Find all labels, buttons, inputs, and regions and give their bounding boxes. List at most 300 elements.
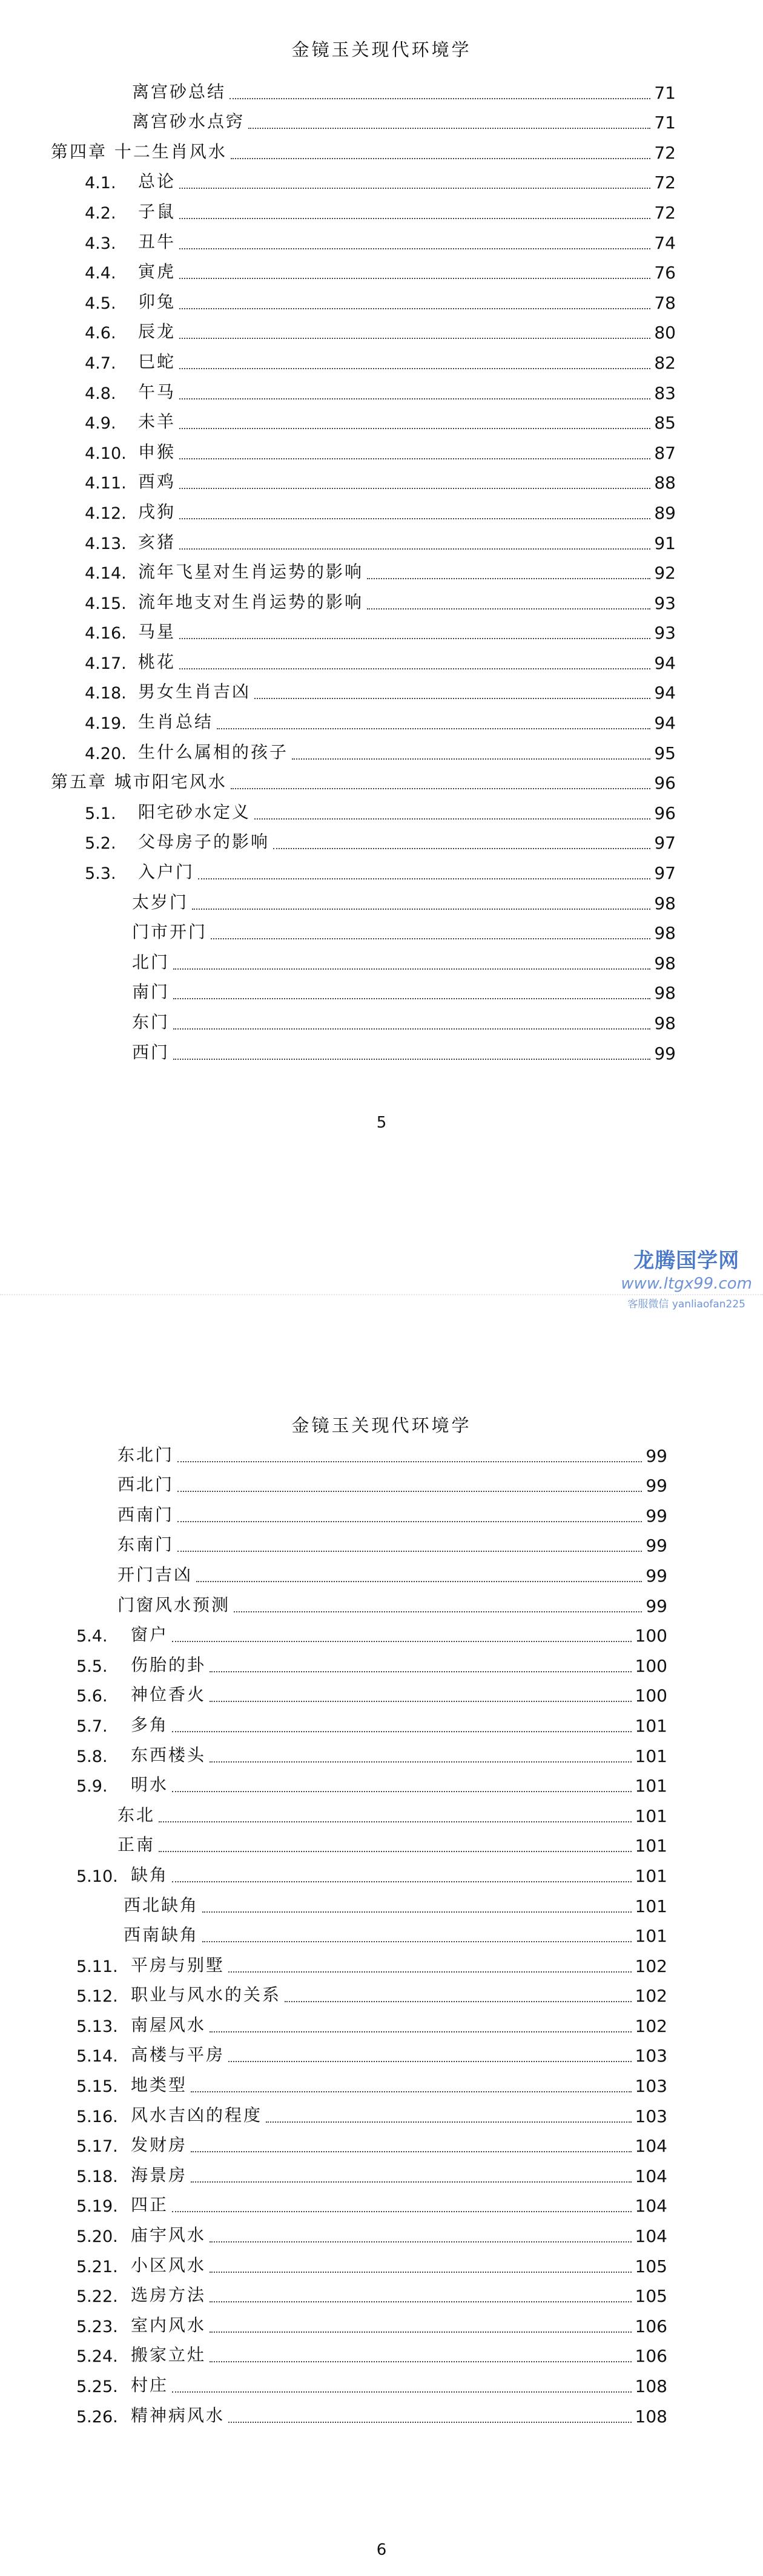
toc-entry[interactable] — [0, 1950, 763, 1980]
toc-entry-title: 桃花 — [138, 651, 176, 672]
dot-leader — [210, 2331, 632, 2333]
toc-entry-page: 72 — [654, 142, 676, 163]
toc-entry-number: 5.5. — [76, 1657, 108, 1676]
toc-entry-page: 97 — [654, 833, 676, 853]
toc-entry[interactable] — [0, 856, 763, 887]
toc-entry-title: 职业与风水的关系 — [131, 1985, 282, 2005]
toc-entry[interactable] — [0, 1770, 763, 1800]
dot-leader — [172, 1881, 632, 1882]
dot-leader — [210, 1701, 632, 1702]
toc-entry-title: 午马 — [138, 381, 176, 402]
toc-entry-title: 生肖总结 — [138, 712, 214, 732]
toc-entry-title: 未羊 — [138, 412, 176, 432]
toc-entry-number: 4.6. — [85, 324, 116, 343]
toc-entry-page: 93 — [654, 623, 676, 643]
dot-leader — [172, 1731, 632, 1732]
toc-entry-title: 丑牛 — [138, 231, 176, 252]
toc-entry-title: 风水吉凶的程度 — [131, 2104, 263, 2125]
toc-entry[interactable] — [0, 646, 763, 677]
toc-entry[interactable] — [0, 1980, 763, 2010]
dot-leader — [234, 1611, 642, 1612]
toc-entry[interactable] — [0, 617, 763, 647]
toc-entry[interactable] — [0, 346, 763, 376]
dot-leader — [179, 248, 650, 249]
dot-leader — [202, 1911, 632, 1913]
dot-leader — [273, 848, 650, 849]
toc-entry-number: 5.14. — [76, 2047, 118, 2066]
toc-entry-page: 103 — [635, 2106, 667, 2126]
toc-entry-number: 4.19. — [85, 714, 127, 734]
toc-entry-page: 99 — [646, 1536, 667, 1556]
toc-entry-title: 海景房 — [131, 2164, 188, 2185]
toc-entry-number: 4.14. — [85, 564, 127, 583]
toc-entry[interactable] — [0, 2280, 763, 2310]
toc-entry[interactable] — [0, 1890, 763, 1920]
toc-entry-page: 72 — [654, 172, 676, 193]
toc-entry-page: 102 — [635, 2016, 667, 2036]
toc-entry-title: 西北门 — [117, 1474, 174, 1495]
toc-entry-title: 伤胎的卦 — [131, 1654, 206, 1675]
toc-entry-page: 93 — [654, 593, 676, 613]
toc-entry-page: 103 — [635, 2076, 667, 2097]
toc-entry-title: 小区风水 — [131, 2255, 206, 2275]
toc-entry-page: 101 — [635, 1746, 667, 1766]
toc-entry-title: 村庄 — [131, 2375, 169, 2395]
toc-entry-number: 4.1. — [85, 174, 116, 193]
toc-entry[interactable] — [0, 1649, 763, 1680]
toc-entry[interactable] — [0, 1620, 763, 1650]
toc-entry-number: 5.2. — [85, 834, 116, 853]
toc-entry-title: 马星 — [138, 622, 176, 642]
toc-entry-page: 82 — [654, 352, 676, 373]
toc-entry-page: 99 — [646, 1595, 667, 1616]
toc-entry-title: 酉鸡 — [138, 472, 176, 492]
toc-entry-page: 85 — [654, 413, 676, 433]
toc-entry-page: 100 — [635, 1686, 667, 1706]
dot-leader — [211, 938, 650, 939]
dot-leader — [159, 1851, 632, 1852]
toc-entry[interactable] — [0, 2400, 763, 2430]
toc-entry-page: 95 — [654, 743, 676, 763]
dot-leader — [228, 2422, 632, 2423]
toc-entry-title: 父母房子的影响 — [138, 832, 270, 852]
toc-entry-number: 5.17. — [76, 2137, 118, 2157]
toc-entry-page: 91 — [654, 533, 676, 553]
toc-entry[interactable] — [0, 706, 763, 737]
toc-entry[interactable] — [0, 2340, 763, 2370]
toc-entry-page: 96 — [654, 773, 676, 794]
toc-entry-number: 4.15. — [85, 594, 127, 613]
toc-entry-page: 101 — [635, 1806, 667, 1826]
dot-leader — [248, 128, 650, 129]
toc-entry-page: 83 — [654, 383, 676, 403]
dot-leader — [210, 1671, 632, 1672]
dot-leader — [198, 878, 650, 879]
toc-entry[interactable] — [0, 2250, 763, 2280]
toc-entry-page: 94 — [654, 713, 676, 734]
dot-leader — [231, 158, 650, 159]
toc-entry[interactable] — [0, 166, 763, 197]
watermark-site-name: 龙腾国学网 — [633, 1249, 740, 1273]
toc-entry-title: 亥猪 — [138, 531, 176, 552]
dot-leader — [179, 278, 650, 279]
toc-entry[interactable] — [0, 1799, 763, 1830]
dot-leader — [179, 488, 650, 489]
dot-leader — [210, 2031, 632, 2032]
toc-entry[interactable] — [0, 1470, 763, 1500]
toc-entry-title: 巳蛇 — [138, 351, 176, 372]
toc-entry-number: 4.8. — [85, 384, 116, 403]
running-header: 金镜玉关现代环境学 — [291, 1415, 472, 1436]
toc-entry-number: 5.26. — [76, 2407, 118, 2426]
toc-entry-number: 4.4. — [85, 264, 116, 283]
dot-leader — [179, 458, 650, 459]
toc-entry-number: 4.13. — [85, 534, 127, 553]
toc-entry-page: 105 — [635, 2256, 667, 2276]
toc-entry-title: 平房与别墅 — [131, 1954, 225, 1975]
toc-entry-page: 102 — [635, 1986, 667, 2006]
toc-entry[interactable] — [0, 226, 763, 257]
toc-entry[interactable] — [0, 737, 763, 767]
toc-entry-number: 5.11. — [76, 1957, 118, 1976]
toc-entry-title: 选房方法 — [131, 2285, 206, 2305]
toc-entry-title: 窗户 — [131, 1625, 169, 1645]
toc-entry-number: 4.9. — [85, 414, 116, 433]
toc-entry-page: 104 — [635, 2166, 667, 2186]
dot-leader — [196, 1581, 642, 1582]
dot-leader — [192, 908, 650, 910]
dot-leader — [177, 1521, 642, 1522]
dot-leader — [210, 2241, 632, 2242]
toc-entry-page: 106 — [635, 2316, 667, 2336]
toc-entry-title: 东南门 — [117, 1534, 174, 1555]
dot-leader — [367, 578, 650, 579]
toc-entry-title: 流年地支对生肖运势的影响 — [138, 591, 364, 612]
toc-entry[interactable] — [0, 2220, 763, 2250]
toc-entry[interactable] — [0, 2100, 763, 2130]
toc-chapter-entry[interactable] — [0, 767, 763, 797]
toc-entry[interactable] — [0, 827, 763, 857]
toc-entry[interactable] — [0, 2009, 763, 2040]
toc-entry-page: 101 — [635, 1896, 667, 1916]
toc-entry-title: 缺角 — [131, 1864, 169, 1885]
dot-leader — [173, 998, 650, 999]
watermark-url: www.ltgx99.com — [621, 1275, 752, 1293]
toc-entry[interactable] — [0, 317, 763, 347]
toc-entry-title: 西北缺角 — [124, 1894, 199, 1915]
toc-entry[interactable] — [0, 376, 763, 407]
toc-entry-title: 正南 — [117, 1835, 156, 1855]
toc-entry-page: 94 — [654, 652, 676, 673]
toc-entry[interactable] — [0, 977, 763, 1007]
dot-leader — [179, 428, 650, 429]
toc-entry[interactable] — [0, 257, 763, 287]
toc-entry-page: 78 — [654, 292, 676, 313]
toc-entry[interactable] — [0, 1559, 763, 1589]
toc-entry-title: 戌狗 — [138, 501, 176, 522]
toc-entry[interactable] — [0, 1530, 763, 1560]
toc-entry-title: 生什么属相的孩子 — [138, 741, 289, 762]
toc-entry-number: 5.13. — [76, 2017, 118, 2036]
dot-leader — [254, 818, 650, 820]
toc-entry-number: 5.16. — [76, 2107, 118, 2126]
dot-leader — [191, 2091, 632, 2092]
toc-entry[interactable] — [0, 2370, 763, 2400]
toc-entry-number: 4.16. — [85, 624, 127, 643]
dot-leader — [292, 758, 650, 760]
toc-entry-page: 99 — [646, 1445, 667, 1466]
toc-entry-title: 精神病风水 — [131, 2405, 225, 2425]
dot-leader — [254, 698, 650, 699]
toc-entry-title: 东西楼头 — [131, 1744, 206, 1765]
toc-entry-page: 100 — [635, 1655, 667, 1676]
dot-leader — [266, 2121, 632, 2123]
dot-leader — [179, 218, 650, 219]
toc-entry-number: 5.19. — [76, 2197, 118, 2216]
toc-entry-page: 98 — [654, 1013, 676, 1033]
toc-entry-page: 76 — [654, 263, 676, 283]
dot-leader — [172, 2391, 632, 2393]
toc-entry-page: 98 — [654, 923, 676, 944]
dot-leader — [179, 338, 650, 339]
toc-entry-page: 104 — [635, 2196, 667, 2216]
toc-entry-page: 108 — [635, 2406, 667, 2426]
toc-entry-title: 卯兔 — [138, 291, 176, 312]
dot-leader — [210, 2272, 632, 2273]
table-of-contents — [0, 1439, 763, 2430]
toc-entry-page: 71 — [654, 113, 676, 133]
toc-entry-title: 申猴 — [138, 441, 176, 462]
toc-entry[interactable] — [0, 677, 763, 707]
toc-entry-title: 高楼与平房 — [131, 2045, 225, 2065]
toc-entry-number: 4.12. — [85, 504, 127, 523]
toc-entry-title: 多角 — [131, 1714, 169, 1735]
toc-entry-number: 4.7. — [85, 353, 116, 373]
toc-entry[interactable] — [0, 1709, 763, 1740]
toc-entry[interactable] — [0, 2160, 763, 2190]
toc-entry-title: 门市开门 — [132, 922, 208, 942]
toc-entry-page: 99 — [646, 1565, 667, 1586]
dot-leader — [230, 98, 650, 99]
toc-entry-page: 104 — [635, 2136, 667, 2157]
toc-entry-page: 101 — [635, 1865, 667, 1886]
toc-entry-title: 四正 — [131, 2195, 169, 2215]
toc-entry[interactable] — [0, 76, 763, 107]
toc-entry-page: 101 — [635, 1926, 667, 1947]
toc-entry-number: 5.3. — [85, 864, 116, 884]
toc-entry-number: 5.9. — [76, 1777, 108, 1796]
toc-entry-number: 5.20. — [76, 2227, 118, 2247]
dot-leader — [285, 2001, 632, 2002]
watermark-contact: 客服微信 yanliaofan225 — [627, 1298, 745, 1310]
toc-entry-number: 5.18. — [76, 2167, 118, 2186]
toc-entry[interactable] — [0, 107, 763, 137]
toc-entry[interactable] — [0, 797, 763, 827]
toc-entry-title: 辰龙 — [138, 321, 176, 342]
dot-leader — [231, 788, 650, 789]
dot-leader — [179, 518, 650, 519]
dot-leader — [159, 1821, 632, 1822]
dot-leader — [173, 1059, 650, 1060]
dot-leader — [228, 2061, 632, 2062]
toc-entry[interactable] — [0, 1859, 763, 1890]
toc-entry-page: 89 — [654, 502, 676, 523]
toc-entry[interactable] — [0, 196, 763, 226]
dot-leader — [177, 1461, 642, 1462]
toc-entry-page: 101 — [635, 1715, 667, 1736]
toc-entry[interactable] — [0, 2040, 763, 2070]
toc-entry-title: 搬家立灶 — [131, 2345, 206, 2365]
table-of-contents — [0, 76, 763, 1067]
toc-entry-number: 5.25. — [76, 2377, 118, 2396]
toc-entry-page: 94 — [654, 683, 676, 703]
dot-leader — [172, 2211, 632, 2212]
toc-entry-page: 72 — [654, 202, 676, 223]
toc-entry-number: 4.17. — [85, 654, 127, 673]
toc-entry-page: 98 — [654, 893, 676, 913]
toc-entry[interactable] — [0, 1007, 763, 1037]
dot-leader — [179, 638, 650, 639]
watermark — [621, 1244, 752, 1310]
toc-entry-title: 子鼠 — [138, 201, 176, 222]
toc-entry-page: 101 — [635, 1836, 667, 1856]
dot-leader — [228, 1971, 632, 1973]
toc-entry-title: 明水 — [131, 1775, 169, 1795]
dot-leader — [210, 2301, 632, 2302]
toc-entry[interactable] — [0, 1499, 763, 1530]
toc-entry-title: 东北门 — [117, 1444, 174, 1465]
toc-entry[interactable] — [0, 557, 763, 587]
toc-entry[interactable] — [0, 2310, 763, 2340]
toc-entry-title: 南屋风水 — [131, 2014, 206, 2035]
toc-entry-title: 东北 — [117, 1804, 156, 1825]
dot-leader — [210, 2361, 632, 2362]
toc-entry[interactable] — [0, 436, 763, 467]
dot-leader — [177, 1551, 642, 1552]
toc-entry-number: 4.3. — [85, 234, 116, 253]
dot-leader — [177, 1491, 642, 1492]
toc-entry[interactable] — [0, 586, 763, 617]
toc-entry[interactable] — [0, 2190, 763, 2220]
toc-entry[interactable] — [0, 1037, 763, 1067]
dot-leader — [202, 1941, 632, 1942]
dot-leader — [179, 308, 650, 309]
toc-entry-number: 4.10. — [85, 444, 127, 463]
toc-entry-page: 106 — [635, 2346, 667, 2367]
toc-entry-page: 98 — [654, 953, 676, 973]
toc-entry-title: 总论 — [138, 171, 176, 192]
toc-entry[interactable] — [0, 527, 763, 557]
dot-leader — [179, 668, 650, 669]
toc-entry-number: 4.5. — [85, 294, 116, 313]
toc-entry-number: 5.23. — [76, 2317, 118, 2336]
dot-leader — [367, 608, 650, 610]
page-number: 5 — [376, 1114, 387, 1132]
dot-leader — [217, 728, 650, 729]
dot-leader — [191, 2181, 632, 2183]
toc-entry-page: 99 — [646, 1505, 667, 1526]
toc-entry-number: 4.20. — [85, 744, 127, 763]
toc-entry-page: 99 — [654, 1043, 676, 1063]
toc-entry-number: 5.10. — [76, 1867, 118, 1886]
toc-entry-title: 西南缺角 — [124, 1925, 199, 1945]
toc-entry-title: 室内风水 — [131, 2315, 206, 2335]
toc-entry[interactable] — [0, 947, 763, 977]
toc-entry[interactable] — [0, 407, 763, 437]
toc-entry-number: 5.15. — [76, 2077, 118, 2097]
toc-entry[interactable] — [0, 1740, 763, 1770]
toc-entry[interactable] — [0, 1589, 763, 1620]
toc-entry[interactable] — [0, 917, 763, 947]
toc-entry-page: 96 — [654, 803, 676, 823]
toc-page-6 — [0, 1332, 763, 2576]
toc-entry[interactable] — [0, 1830, 763, 1860]
toc-entry-number: 4.18. — [85, 684, 127, 703]
dot-leader — [191, 2151, 632, 2152]
toc-entry-title: 西门 — [132, 1042, 170, 1062]
toc-entry[interactable] — [0, 1439, 763, 1470]
toc-entry-page: 71 — [654, 82, 676, 103]
toc-entry[interactable] — [0, 467, 763, 497]
toc-entry-page: 97 — [654, 863, 676, 884]
toc-entry[interactable] — [0, 1680, 763, 1710]
toc-entry-number: 5.4. — [76, 1627, 108, 1646]
toc-page-5 — [0, 0, 763, 1186]
dot-leader — [210, 1761, 632, 1763]
toc-entry[interactable] — [0, 286, 763, 317]
toc-entry[interactable] — [0, 887, 763, 917]
toc-entry-page: 80 — [654, 323, 676, 343]
toc-entry-page: 98 — [654, 983, 676, 1004]
toc-entry-title: 南门 — [132, 982, 170, 1002]
toc-entry-title: 离宫砂水点窍 — [132, 111, 245, 132]
toc-entry-page: 104 — [635, 2226, 667, 2247]
toc-entry-title: 神位香火 — [131, 1684, 206, 1705]
toc-entry-title: 地类型 — [131, 2075, 188, 2095]
toc-entry-title: 寅虎 — [138, 261, 176, 282]
toc-entry-number: 5.8. — [76, 1747, 108, 1766]
toc-entry[interactable] — [0, 1920, 763, 1950]
dot-leader — [179, 368, 650, 369]
toc-entry[interactable] — [0, 2069, 763, 2100]
toc-entry-title: 门窗风水预测 — [117, 1594, 231, 1615]
toc-entry-page: 105 — [635, 2286, 667, 2307]
toc-entry-title: 开门吉凶 — [117, 1564, 193, 1585]
toc-entry[interactable] — [0, 496, 763, 527]
toc-entry-number: 5.12. — [76, 1987, 118, 2006]
toc-entry-page: 103 — [635, 2046, 667, 2066]
dot-leader — [172, 1641, 632, 1642]
toc-entry-page: 102 — [635, 1956, 667, 1976]
toc-entry-title: 第五章 城市阳宅风水 — [51, 772, 227, 792]
toc-entry-page: 87 — [654, 442, 676, 463]
running-header: 金镜玉关现代环境学 — [291, 39, 472, 60]
toc-entry-number: 5.22. — [76, 2287, 118, 2307]
toc-entry-page: 108 — [635, 2376, 667, 2396]
toc-entry-number: 5.21. — [76, 2257, 118, 2276]
toc-chapter-entry[interactable] — [0, 136, 763, 166]
toc-entry-page: 99 — [646, 1476, 667, 1496]
page-number: 6 — [376, 2541, 387, 2559]
toc-entry-title: 离宫砂总结 — [132, 81, 226, 102]
toc-entry-number: 5.1. — [85, 804, 116, 823]
toc-entry-number: 5.24. — [76, 2347, 118, 2367]
toc-entry-page: 92 — [654, 563, 676, 583]
toc-entry-number: 4.11. — [85, 474, 127, 493]
toc-entry[interactable] — [0, 2130, 763, 2160]
dot-leader — [172, 1791, 632, 1792]
dot-leader — [173, 968, 650, 970]
